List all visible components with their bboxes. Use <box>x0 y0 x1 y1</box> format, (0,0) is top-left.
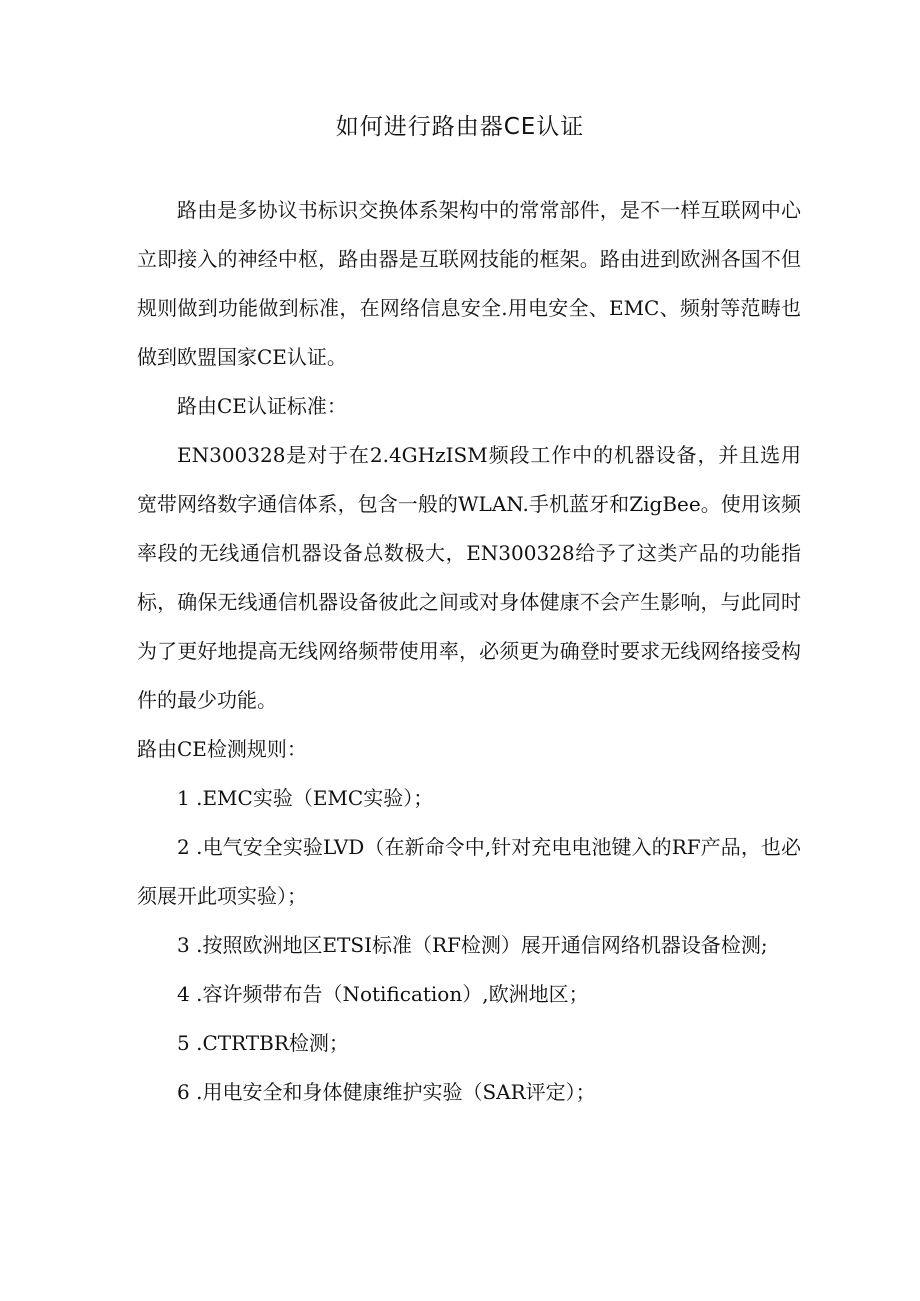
document-body <box>137 186 801 1117</box>
list-item-4: 4 .容许频带布告（Notification）,欧洲地区； <box>177 982 589 1006</box>
paragraph-rules-heading: 路由CE检测规则： <box>137 737 307 761</box>
paragraph-standard-heading: 路由CE认证标准： <box>177 394 347 418</box>
list-item-6: 6 .用电安全和身体健康维护实验（SAR评定）； <box>177 1080 596 1104</box>
document-title: 如何进行路由器CE认证 <box>335 114 585 140</box>
paragraph-en300328: EN300328是对于在2.4GHzISM频段工作中的机器设备，并且选用宽带网络数字通信体系，包含一般的WLAN.手机蓝牙和ZigBee。使用该频率段的无线通信机器设备总数极大，EN300328给予了这类产品的功能指标，确保无线通信机器设备彼此之间或对身体健康不会产生影响，与此同时为了更好地提高无线网络频带使用率，必须更为确登时要求无线网络接受构件的最少功能。 <box>137 443 801 712</box>
paragraph-intro: 路由是多协议书标识交换体系架构中的常常部件，是不一样互联网中心立即接入的神经中枢，路由器是互联网技能的框架。路由进到欧洲各国不但规则做到功能做到标准，在网络信息安全.用电安全、EMC、频射等范畴也做到欧盟国家CE认证。 <box>137 198 801 369</box>
list-item-1: 1 .EMC实验（EMC实验）； <box>177 786 434 810</box>
list-item-2: 2 .电气安全实验LVD（在新命令中,针对充电电池键入的RF产品，也必须展开此项实验）； <box>137 835 801 908</box>
list-item-5: 5 .CTRTBR检测； <box>177 1031 349 1055</box>
list-item-3: 3 .按照欧洲地区ETSI标准（RF检测）展开通信网络机器设备检测; <box>177 933 768 957</box>
